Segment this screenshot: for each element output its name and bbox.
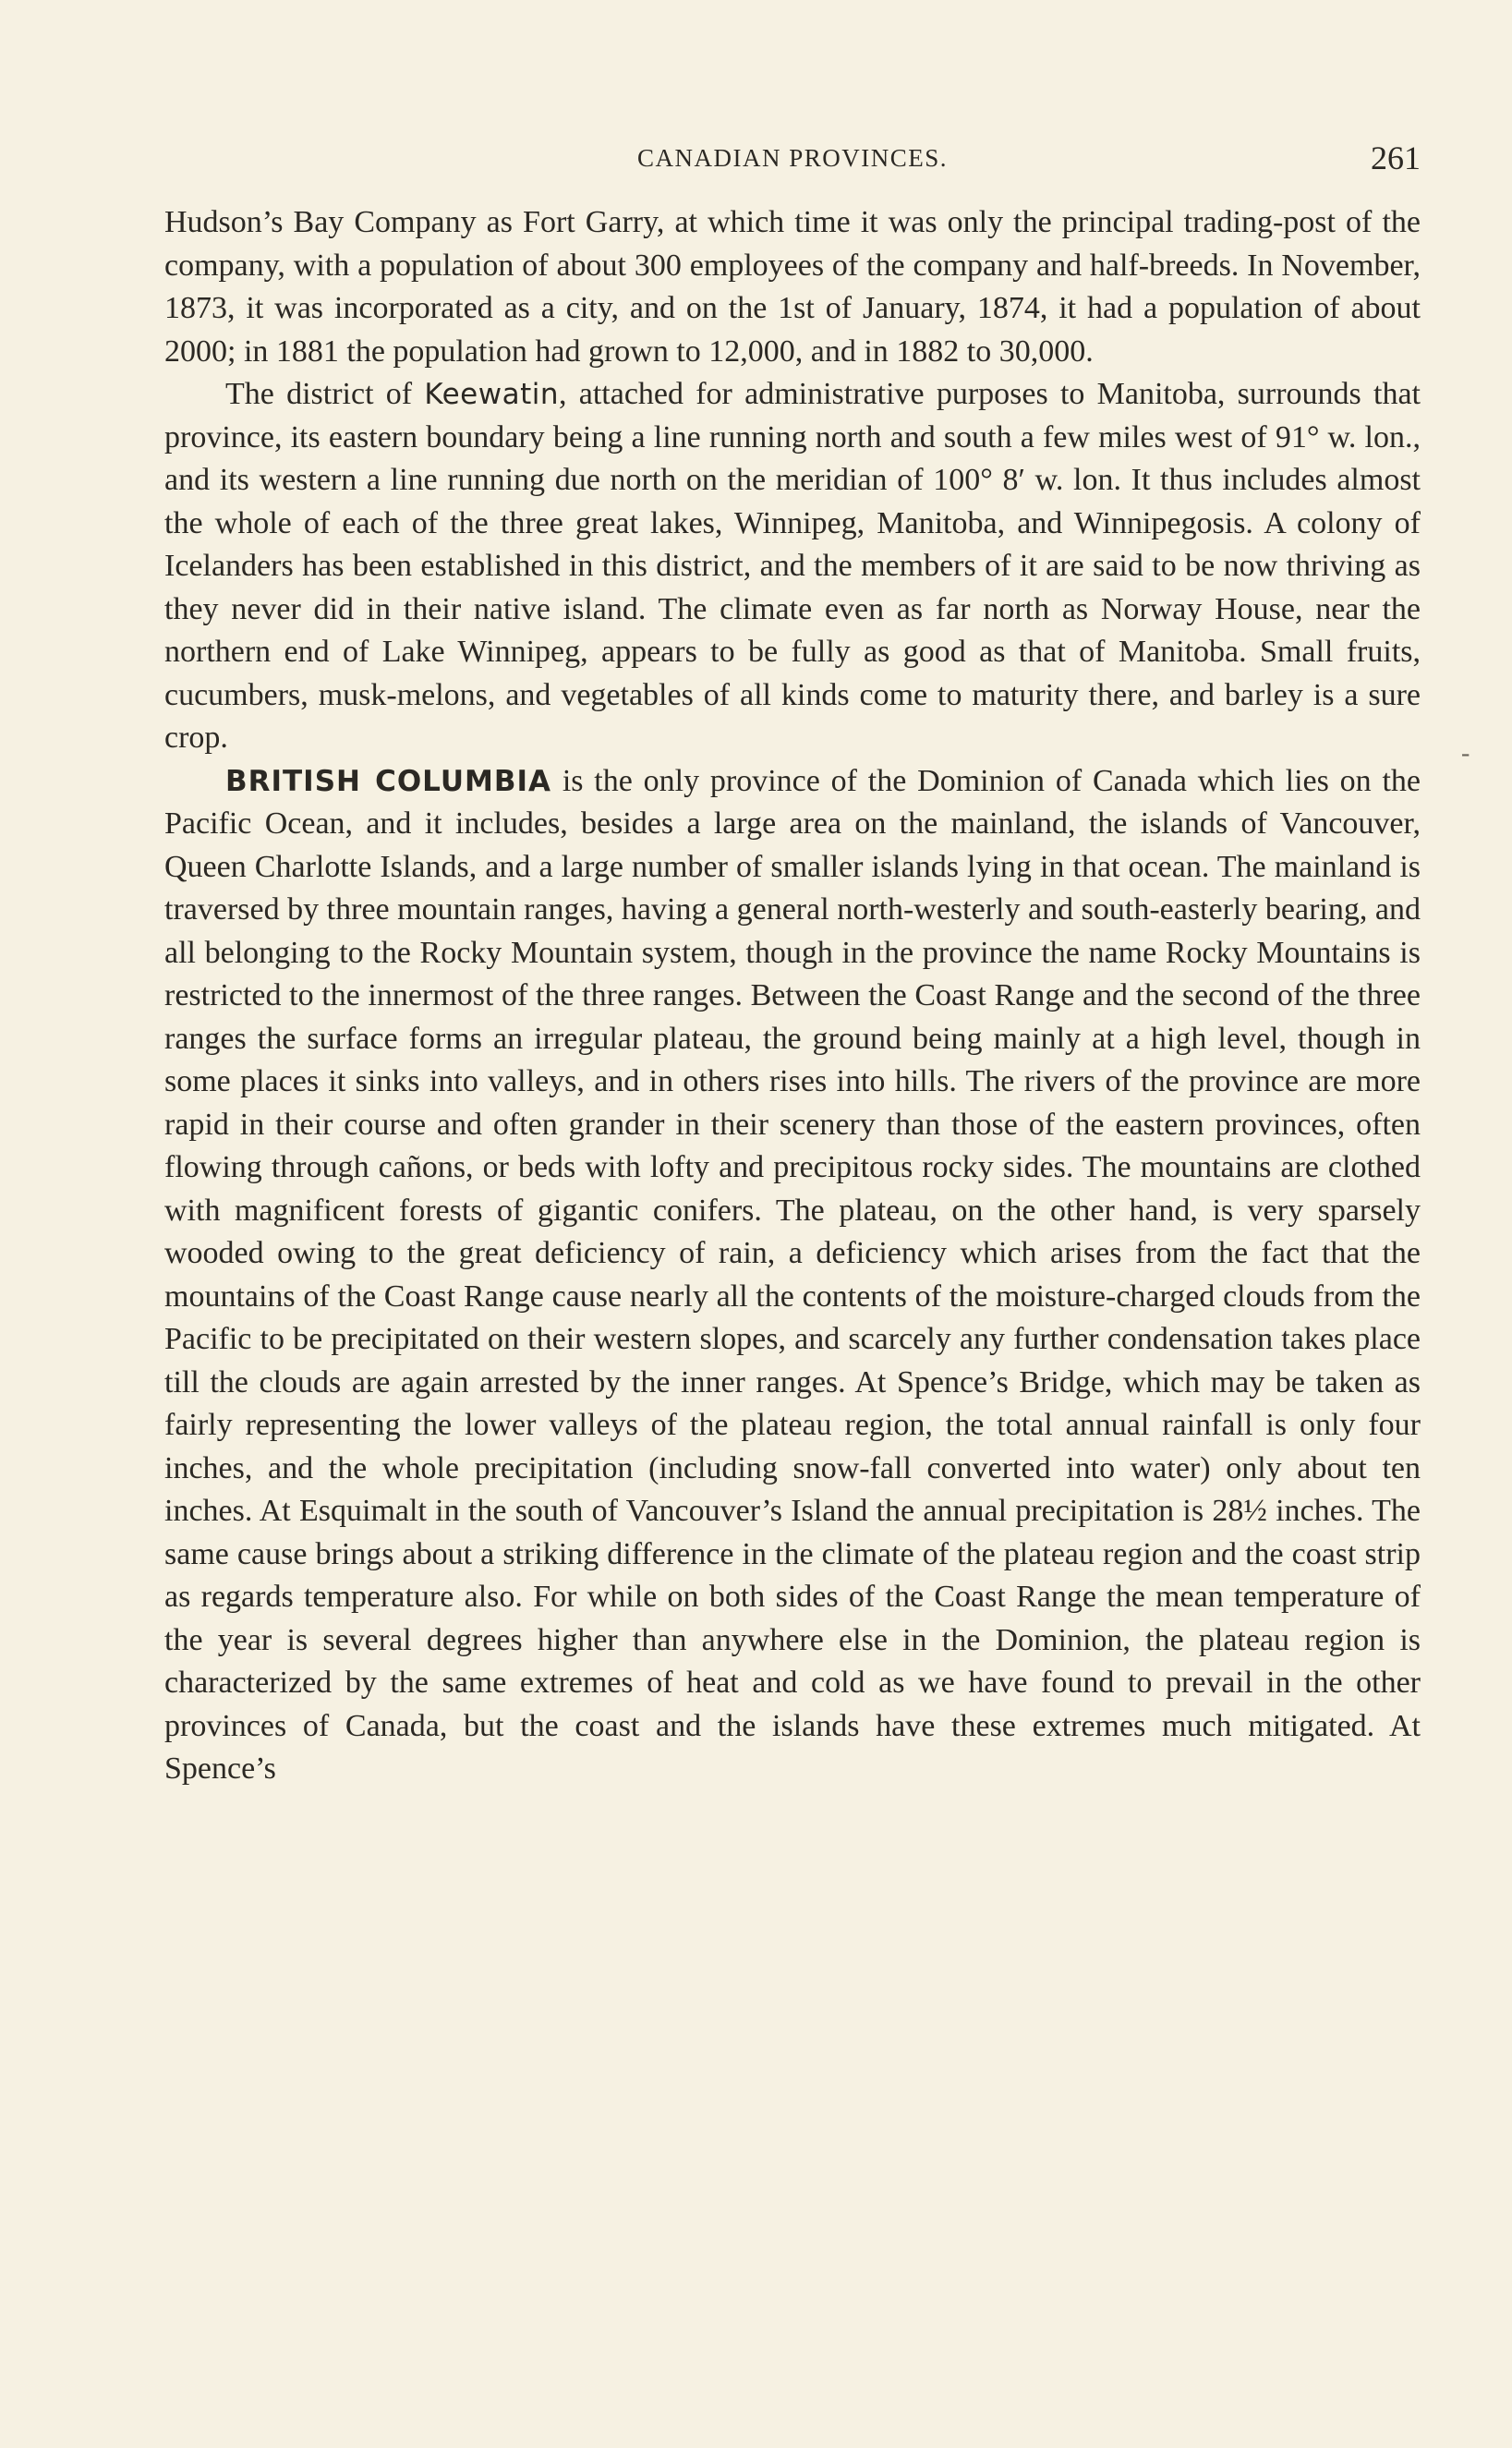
page-number: 261 [1371,139,1421,176]
margin-mark: - [1461,739,1470,768]
paragraph-text: , attached for administrative purposes to Manitoba, surrounds that province, its eastern boundary being a line running north and south a few miles west of 91° w. lon., and its western a line running due north on the meridian of 100° 8′ w. lon. It thus includes almost the whole of each of the three great lakes, Winnipeg, Manitoba, and Winnipegosis. A colony of Icelanders has been established in this district, and the members of it are said to be now thriving as they never did in their native island. The climate even as far north as Norway House, near the northern end of Lake Winnipeg, appears to be fully as good as that of Manitoba. Small fruits, cucumbers, musk-melons, and vegetables of all kinds come to maturity there, and barley is a sure crop. [164,377,1421,755]
body-text [164,201,1421,1791]
paragraph-keewatin [164,373,1421,760]
paragraph-british-columbia [164,760,1421,1791]
paragraph-text: Hudson’s Bay Company as Fort Garry, at which time it was only the principal trading-post of the company, with a population of about 300 employees of the company and half-breeds. In November, 1873, it was incorporated as a city, and on the 1st of January, 1874, it had a population of about 2000; in 1881 the population had grown to 12,000, and in 1882 to 30,000. [164,205,1421,369]
keyword-british-columbia: BRITISH COLUMBIA [225,764,552,798]
paragraph-text: is the only province of the Dominion of Canada which lies on the Pacific Ocean, and it includes, besides a large area on the mainland, the islands of Vancouver, Queen Charlotte Islands, and a large number of smaller islands lying in that ocean. The mainland is traversed by three mountain ranges, having a general north-westerly and south-easterly bearing, and all belonging to the Rocky Mountain system, though in the province the name Rocky Mountains is restricted to the innermost of the three ranges. Between the Coast Range and the second of the three ranges the surface forms an irregular plateau, the ground being mainly at a high level, though in some places it sinks into valleys, and in others rises into hills. The rivers of the province are more rapid in their course and often grander in their scenery than those of the eastern provinces, often flowing through cañons, or beds with lofty and precipitous rocky sides. The mountains are clothed with magnificent forests of gigantic conifers. The plateau, on the other hand, is very sparsely wooded owing to the great deficiency of rain, a deficiency which arises from the fact that the mountains of the Coast Range cause nearly all the contents of the moisture-charged clouds from the Pacific to be precipitated on their western slopes, and scarcely any further condensation takes place till the clouds are again arrested by the inner ranges. At Spence’s Bridge, which may be taken as fairly representing the lower valleys of the plateau region, the total annual rainfall is only four inches, and the whole precipitation (including snow-fall converted into water) only about ten inches. At Esquimalt in the south of Vancouver’s Island the annual precipitation is 28½ inches. The same cause brings about a striking difference in the climate of the plateau region and the coast strip as regards temperature also. For while on both sides of the Coast Range the mean temperature of the year is several degrees higher than anywhere else in the Dominion, the plateau region is characterized by the same extremes of heat and cold as we have found to prevail in the other provinces of Canada, but the coast and the islands have these extremes much mitigated. At Spence’s [164,763,1421,1786]
paragraph-lead-text: The district of [225,377,425,411]
running-header [164,139,1421,179]
keyword-keewatin: Keewatin [424,378,560,411]
running-title: CANADIAN PROVINCES. [636,144,949,172]
paragraph-fort-garry [164,201,1421,373]
